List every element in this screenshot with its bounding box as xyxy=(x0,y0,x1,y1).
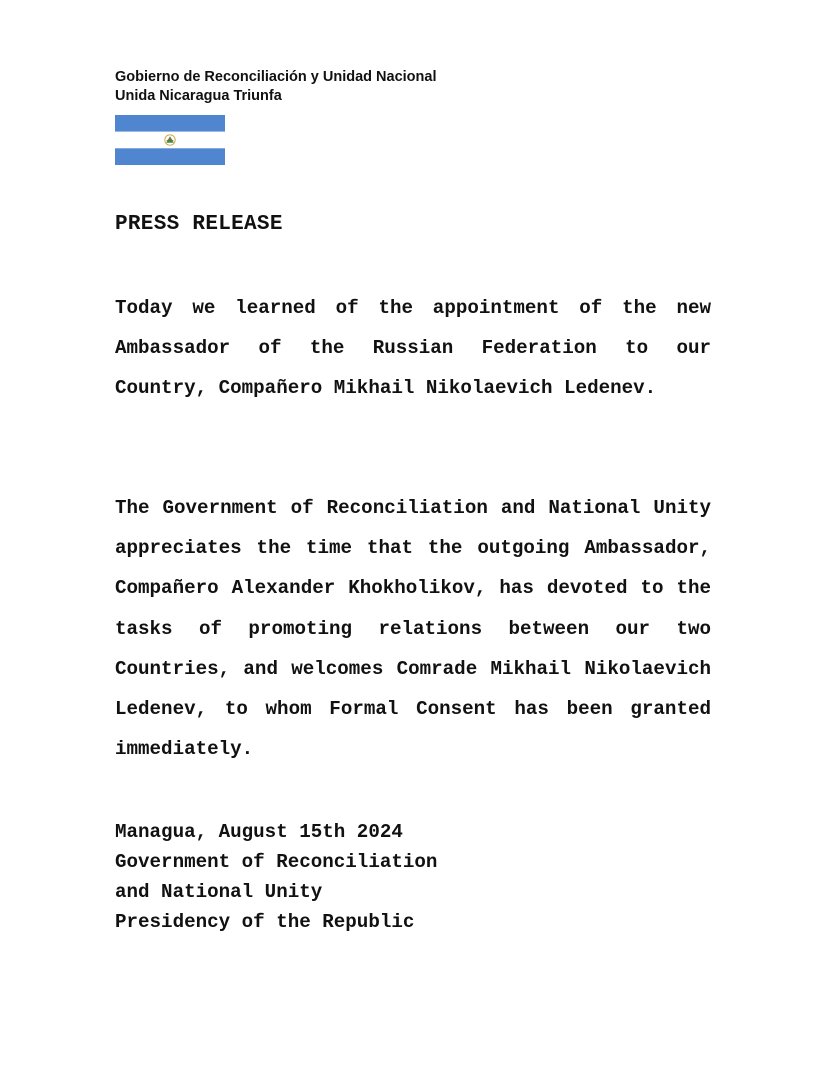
coat-of-arms-icon xyxy=(165,135,175,145)
signature-line: Government of Reconciliation xyxy=(115,851,438,873)
signature-block xyxy=(115,817,437,937)
signature-line: and National Unity xyxy=(115,881,323,903)
place-date: Managua, August 15th 2024 xyxy=(115,821,403,843)
letterhead xyxy=(115,68,436,106)
letterhead-government-name: Gobierno de Reconciliación y Unidad Nacional xyxy=(115,69,437,85)
signature-line: Presidency of the Republic xyxy=(115,911,415,933)
nicaragua-flag-icon xyxy=(115,115,225,165)
page-title: PRESS RELEASE xyxy=(115,213,283,236)
body-paragraph: The Government of Reconciliation and National Unity appreciates the time that the outgoing Ambassador, Compañero Alexander Khokholikov, has devoted to the tasks of promoting relations between our two Countries, and welcomes Comrade Mikhail Nikolaevich Ledenev, to whom Formal Consent has been granted immediately. xyxy=(115,497,711,761)
letterhead-slogan: Unida Nicaragua Triunfa xyxy=(115,88,282,104)
body-paragraph: Today we learned of the appointment of the new Ambassador of the Russian Federation to our Country, Compañero Mikhail Nikolaevich Ledenev. xyxy=(115,297,711,400)
